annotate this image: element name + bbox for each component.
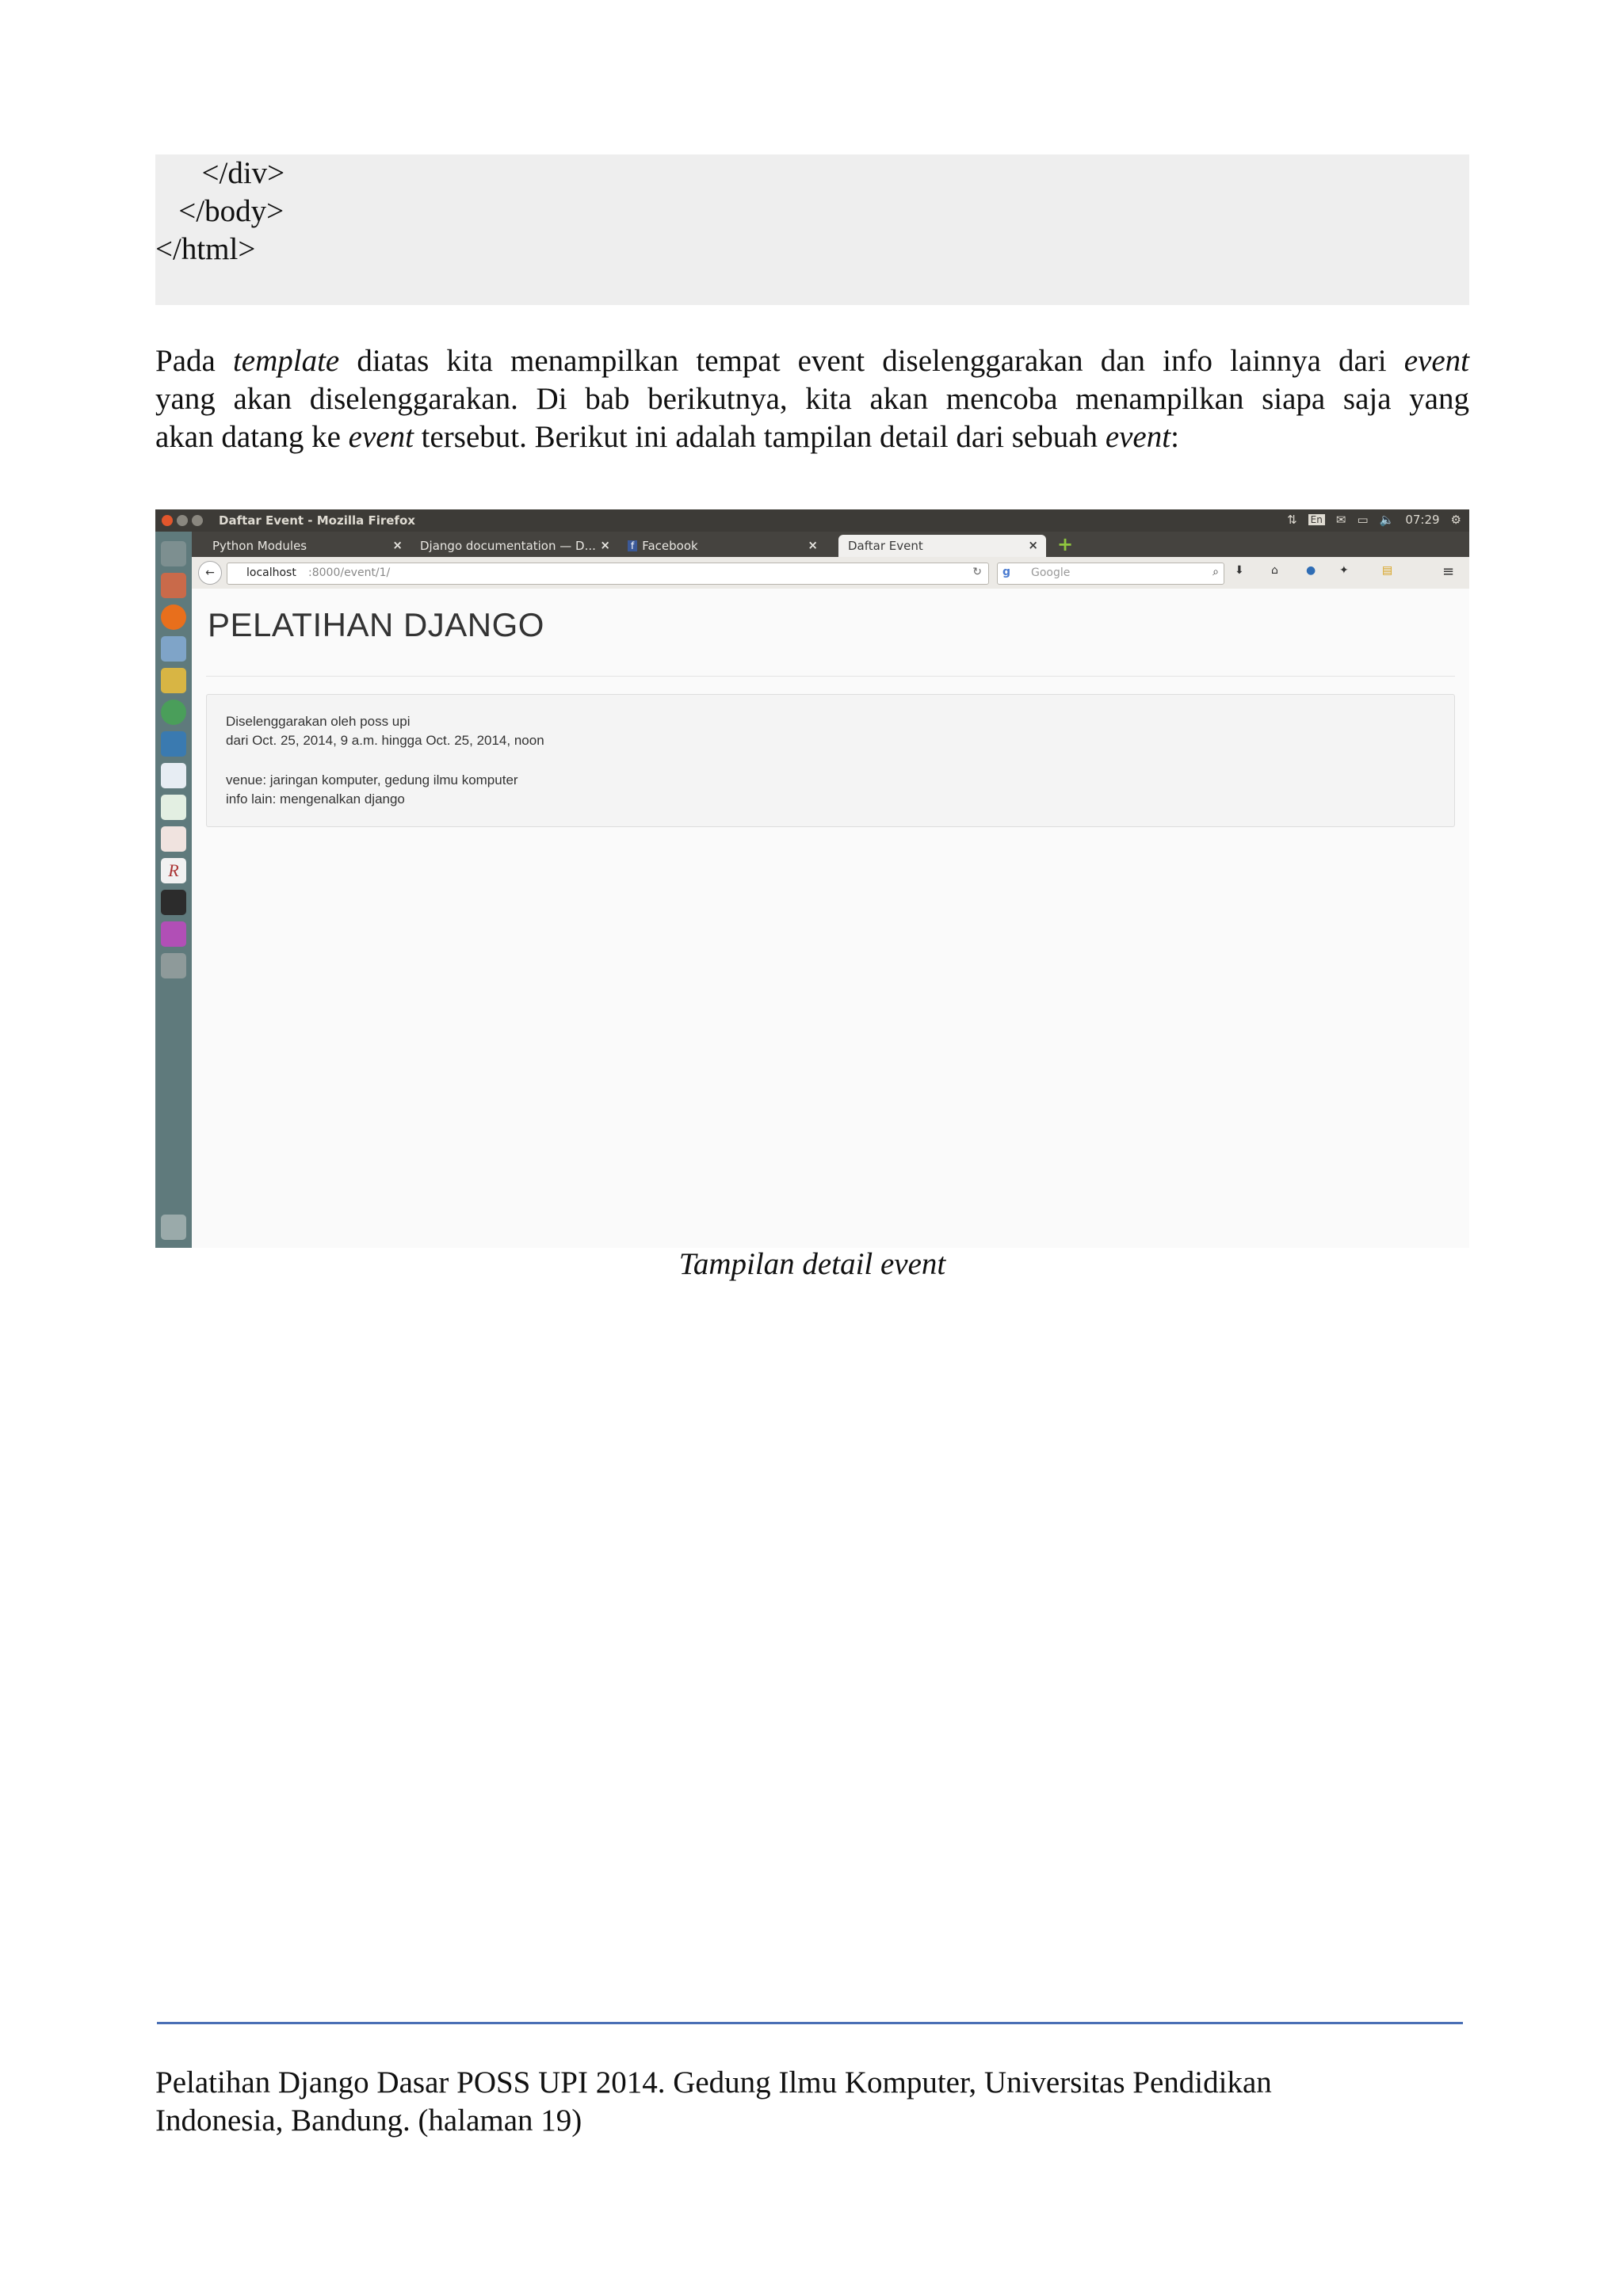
code-block — [155, 154, 1469, 305]
sync-icon[interactable]: ● — [1306, 564, 1316, 577]
close-icon[interactable]: × — [392, 538, 403, 552]
download-icon[interactable]: ⬇ — [1235, 564, 1244, 577]
addon-icon[interactable]: ✦ — [1339, 564, 1349, 577]
trash-icon[interactable] — [161, 1215, 186, 1240]
new-tab-icon[interactable]: + — [1057, 533, 1074, 555]
event-venue: venue: jaringan komputer, gedung ilmu komputer — [226, 772, 518, 788]
tab-label: Daftar Event — [848, 539, 923, 553]
pidgin-icon[interactable] — [161, 668, 186, 693]
dash-icon[interactable] — [161, 541, 186, 566]
code-line: </div> — [155, 156, 285, 190]
chrome-icon[interactable] — [161, 700, 186, 725]
search-placeholder: Google — [1031, 566, 1071, 579]
reload-icon[interactable]: ↻ — [972, 566, 982, 578]
keyboard-layout-indicator[interactable]: En — [1308, 514, 1325, 525]
paragraph-line: Pada template diatas kita menampilkan tempat event diselenggarakan dan info lainnya dari event — [155, 344, 1470, 378]
battery-icon[interactable]: ▭ — [1357, 513, 1369, 527]
tab-facebook[interactable] — [618, 535, 826, 557]
tab-label: Facebook — [642, 539, 698, 553]
url-host: localhost — [246, 566, 296, 579]
maximize-window-icon[interactable] — [192, 515, 203, 526]
window-title: Daftar Event - Mozilla Firefox — [219, 513, 415, 528]
close-icon[interactable]: × — [600, 538, 610, 552]
paragraph-line: akan datang ke event tersebut. Berikut ini adalah tampilan detail dari sebuah event: — [155, 420, 1179, 454]
tab-label: Python Modules — [212, 539, 307, 553]
tab-django-docs[interactable] — [411, 535, 618, 557]
url-path: :8000/event/1/ — [308, 566, 391, 579]
unity-launcher — [155, 532, 192, 1248]
impress-icon[interactable] — [161, 826, 186, 852]
files-icon[interactable] — [161, 573, 186, 598]
network-icon[interactable]: ⇅ — [1287, 513, 1297, 527]
google-icon: g — [1002, 566, 1011, 578]
figure-caption: Tampilan detail event — [678, 1247, 946, 1281]
gear-icon[interactable]: ⚙ — [1450, 513, 1461, 527]
tab-python-modules[interactable] — [203, 535, 411, 557]
divider — [206, 676, 1455, 677]
footer-line: Indonesia, Bandung. (halaman 19) — [155, 2103, 582, 2138]
page-content — [192, 589, 1469, 1248]
code-line: </body> — [155, 194, 285, 228]
calc-icon[interactable] — [161, 795, 186, 820]
tab-bar — [192, 532, 1469, 557]
home-icon[interactable]: ⌂ — [1271, 564, 1278, 577]
facebook-icon: f — [628, 540, 637, 551]
firefox-icon[interactable] — [161, 605, 186, 630]
system-tray — [1287, 513, 1461, 527]
page-footer — [155, 2064, 1503, 2140]
minimize-window-icon[interactable] — [177, 515, 188, 526]
search-icon[interactable]: ⌕ — [1212, 566, 1219, 578]
menu-icon[interactable]: ≡ — [1442, 563, 1455, 580]
r-icon[interactable]: R — [161, 858, 186, 883]
navigation-toolbar — [192, 557, 1469, 589]
clock[interactable]: 07:29 — [1405, 513, 1440, 527]
bookmarks-icon[interactable]: ▤ — [1382, 564, 1393, 577]
close-icon[interactable]: × — [1028, 538, 1038, 552]
workspace-icon[interactable] — [161, 953, 186, 978]
thunderbird-icon[interactable] — [161, 731, 186, 757]
event-organizer: Diselenggarakan oleh poss upi — [226, 714, 411, 729]
terminal-icon[interactable] — [161, 890, 186, 915]
close-window-icon[interactable] — [162, 515, 173, 526]
event-dates: dari Oct. 25, 2014, 9 a.m. hingga Oct. 25, 2014, noon — [226, 733, 544, 748]
search-input[interactable] — [997, 563, 1224, 585]
text-editor-icon[interactable] — [161, 636, 186, 662]
footer-line: Pelatihan Django Dasar POSS UPI 2014. Gedung Ilmu Komputer, Universitas Pendidikan — [155, 2065, 1272, 2100]
url-bar[interactable] — [227, 563, 989, 585]
page-title: PELATIHAN DJANGO — [208, 606, 544, 643]
event-details-panel — [206, 694, 1455, 827]
body-paragraph — [155, 342, 1469, 456]
window-titlebar — [155, 509, 1469, 532]
code-line: </html> — [155, 232, 256, 266]
close-icon[interactable]: × — [808, 538, 818, 552]
footer-divider — [157, 2022, 1463, 2024]
tab-daftar-event[interactable] — [838, 535, 1046, 557]
tab-label: Django documentation — D... — [420, 539, 596, 553]
event-info: info lain: mengenalkan django — [226, 791, 405, 807]
volume-icon[interactable]: 🔈 — [1379, 513, 1395, 527]
writer-icon[interactable] — [161, 763, 186, 788]
back-arrow-icon[interactable]: ← — [198, 561, 222, 585]
software-center-icon[interactable] — [161, 921, 186, 947]
browser-screenshot — [155, 509, 1469, 1248]
paragraph-line: yang akan diselenggarakan. Di bab berikutnya, kita akan mencoba menampilkan siapa saja yang — [155, 382, 1469, 416]
mail-icon[interactable]: ✉ — [1335, 513, 1346, 527]
